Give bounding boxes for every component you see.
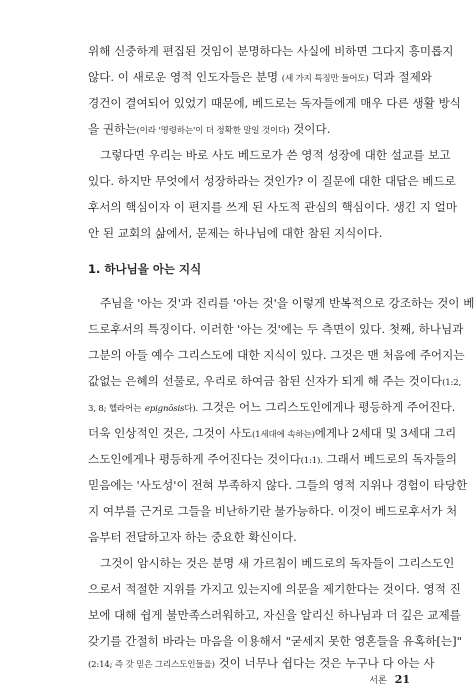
parenthetical-note: (이라 '명령하는'이 더 정확한 말일 것이다) <box>136 126 290 136</box>
text-run: 위해 신중하게 편집된 것임이 분명하다는 사실에 비하면 그다지 흥미롭지 <box>88 44 454 58</box>
text-run: 후서의 핵심이자 이 편지를 쓰게 된 사도적 관심의 핵심이다. 생긴 지 얼마 <box>88 200 458 214</box>
body-text-line <box>88 200 458 214</box>
text-run: 경건이 결여되어 있었기 때문에, 베드로는 독자들에게 매우 다른 생활 방식 <box>88 96 461 110</box>
text-run: 믿음에는 '사도성'이 전혀 부족하지 않다. 그들의 영적 지위나 경험이 타당한 <box>88 478 468 492</box>
body-text-line <box>88 96 461 110</box>
body-text-line <box>88 122 410 138</box>
text-run: 으로서 적절한 지위를 가지고 있는지에 의문을 제기한다는 것이다. 영적 진 <box>88 582 461 596</box>
text-run: 그래서 베드로의 독자들의 <box>326 452 457 466</box>
parenthetical-note: 3, 8; 헬라어는 <box>88 404 142 414</box>
text-run: 그렇다면 우리는 바로 사도 베드로가 쓴 영적 성장에 대한 설교를 보고 <box>100 148 451 162</box>
text-run: 음부터 전달하고자 하는 중요한 확신이다. <box>88 530 297 544</box>
body-text-line <box>88 608 461 622</box>
body-text-line <box>88 174 456 188</box>
text-run: 것이 너무나 쉽다는 것은 누구나 다 아는 사 <box>218 656 435 670</box>
text-run: 지 여부를 근거로 그들을 비난하기란 불가능하다. 이것이 베드로후서가 처 <box>88 504 458 518</box>
body-text-line <box>88 582 461 596</box>
body-text-line <box>88 374 462 390</box>
body-text-line <box>100 296 474 310</box>
text-run: 갖기를 간절히 바라는 마음을 이용해서 "굳세지 못한 영혼들을 유혹하[는]" <box>88 634 462 648</box>
text-run: 않다. 이 새로운 영적 인도자들은 분명 <box>88 70 279 84</box>
parenthetical-note: 다). <box>184 404 199 414</box>
body-text-line <box>88 478 468 492</box>
body-text-line <box>88 426 457 442</box>
body-text-line <box>88 656 435 672</box>
body-text-line <box>88 44 454 58</box>
text-run: 그분의 아들 예수 그리스도에 대한 지식이 있다. 그것은 맨 처음에 주어지는 <box>88 348 465 362</box>
body-text-line <box>88 634 462 648</box>
text-run: 을 권하는 <box>88 122 137 136</box>
body-text-line <box>100 148 451 162</box>
parenthetical-note: (2:14; 즉 갓 믿은 그리스도인들을) <box>88 660 215 670</box>
page-footer <box>369 674 410 687</box>
text-run: 그것은 어느 그리스도인에게나 평등하게 주어진다. <box>201 400 456 414</box>
parenthetical-note: (1:1). <box>300 456 323 466</box>
parenthetical-note: (1:2, <box>442 378 462 388</box>
body-text-line <box>88 322 464 336</box>
text-run: 주님을 '아는 것'과 진리를 '아는 것'을 이렇게 반복적으로 강조하는 것이 베 <box>100 296 474 310</box>
text-run: 덕과 절제와 <box>372 70 432 84</box>
body-text-line <box>88 452 457 468</box>
body-text-line <box>100 556 455 570</box>
text-run: 보에 대해 쉽게 불만족스러워하고, 자신을 알리신 하나님과 더 깊은 교제를 <box>88 608 461 622</box>
body-text-line <box>88 530 410 544</box>
text-run: 더욱 인상적인 것은, 그것이 사도 <box>88 426 253 440</box>
page-number: 21 <box>394 673 410 686</box>
body-text-line <box>88 348 465 362</box>
parenthetical-note: (1세대에 속하는) <box>252 430 315 440</box>
text-run: 값없는 은혜의 선물로, 우리로 하여금 참된 신자가 되게 해 주는 것이다 <box>88 374 443 388</box>
text-run: 있다. 하지만 무엇에서 성장하라는 것인가? 이 질문에 대한 대답은 베드로 <box>88 174 456 188</box>
body-text-line <box>88 504 458 518</box>
text-run: 안 된 교회의 삶에서, 문제는 하나님에 대한 참된 지식이다. <box>88 226 383 240</box>
greek-term: epignōsis <box>144 404 185 414</box>
body-text-line <box>88 400 456 416</box>
parenthetical-note: (세 가지 특징만 들어도) <box>281 74 369 84</box>
text-run: 드로후서의 특징이다. 이러한 '아는 것'에는 두 측면이 있다. 첫째, 하나님과 <box>88 322 464 336</box>
text-run: 그것이 암시하는 것은 분명 새 가르침이 베드로의 독자들이 그리스도인 <box>100 556 455 570</box>
text-run: 스도인에게나 평등하게 주어진다는 것이다 <box>88 452 301 466</box>
footer-section-label: 서론 <box>369 676 387 686</box>
body-text-line <box>88 226 410 240</box>
body-text-line <box>88 70 432 86</box>
text-run: 에게나 2세대 및 3세대 그리 <box>314 426 457 440</box>
text-run: 것이다. <box>293 122 331 136</box>
section-heading: 1. 하나님을 아는 지식 <box>88 262 202 276</box>
